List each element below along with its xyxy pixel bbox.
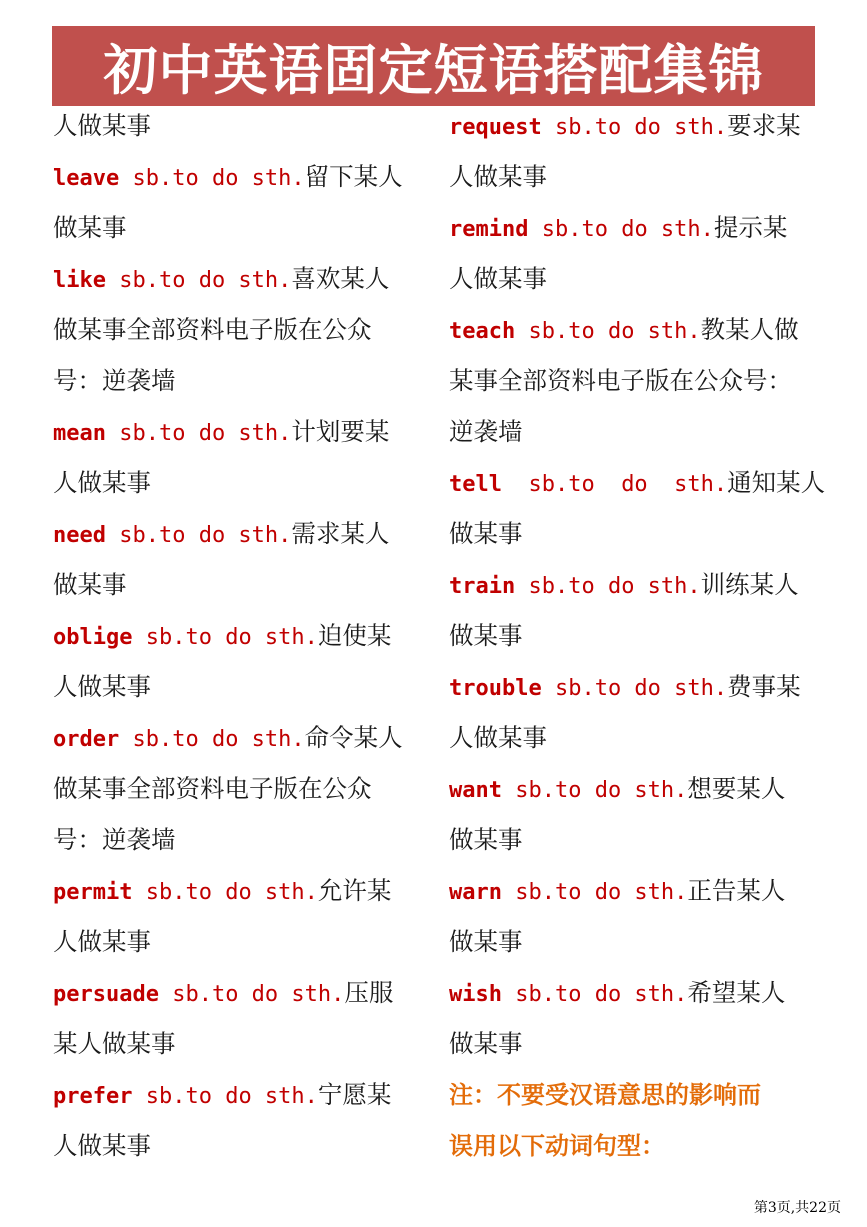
list-line: [53, 763, 423, 814]
list-line: [53, 661, 423, 712]
phrase-rest: sb.to do sth.: [158, 982, 345, 1007]
meaning: 要求某: [727, 111, 801, 140]
meaning: 某事全部资料电子版在公众号：: [449, 366, 792, 395]
phrase: [53, 166, 305, 191]
note-text: 误用以下动词句型：: [449, 1132, 665, 1160]
phrase: [449, 676, 727, 701]
list-line: [53, 202, 423, 253]
verb: need: [53, 523, 106, 548]
meaning: 宁愿某: [317, 1080, 392, 1109]
list-line: [449, 712, 829, 763]
page-number: 第3页,共22页: [753, 1200, 841, 1216]
phrase: [449, 319, 701, 344]
meaning: 训练某人: [700, 570, 799, 599]
list-line: [449, 559, 829, 610]
phrase-rest: sb.to do sth.: [528, 217, 714, 242]
verb: wish: [449, 982, 502, 1007]
meaning: 人做某事: [449, 723, 547, 752]
phrase: [53, 727, 305, 752]
verb: permit: [53, 880, 133, 905]
verb: oblige: [53, 625, 133, 650]
meaning: 通知某人: [727, 468, 826, 497]
verb: mean: [53, 421, 106, 446]
verb: trouble: [449, 676, 542, 701]
meaning: 人做某事: [449, 264, 547, 293]
list-line: [53, 253, 423, 304]
list-line: [53, 610, 423, 661]
verb: want: [449, 778, 502, 803]
phrase: [449, 778, 687, 803]
phrase: [449, 574, 701, 599]
list-line: [53, 1069, 423, 1120]
list-line: [53, 406, 423, 457]
list-line: [449, 508, 829, 559]
list-line: [53, 151, 423, 202]
phrase: [53, 268, 291, 293]
phrase: [53, 625, 318, 650]
meaning: 做某事全部资料电子版在公众: [53, 774, 372, 803]
phrase: [53, 1084, 318, 1109]
meaning: 正告某人: [687, 876, 786, 905]
meaning: 做某事: [449, 519, 523, 548]
note-line: [449, 1120, 829, 1171]
list-line: [53, 457, 423, 508]
meaning: 做某事全部资料电子版在公众: [53, 315, 372, 344]
meaning: 某人做某事: [53, 1029, 176, 1058]
phrase-rest: sb.to do sth.: [515, 319, 701, 344]
list-line: [53, 916, 423, 967]
meaning: 人做某事: [449, 162, 547, 191]
verb: request: [449, 115, 542, 140]
meaning: 逆袭墙: [449, 417, 523, 446]
meaning: 做某事: [449, 927, 523, 956]
left-column: [53, 100, 423, 1171]
phrase-rest: sb.to do sth.: [132, 880, 318, 905]
list-line: [449, 253, 829, 304]
phrase-rest: sb.to do sth.: [105, 268, 292, 293]
list-line: [53, 712, 423, 763]
meaning: 做某事: [449, 825, 523, 854]
phrase-rest: sb.to do sth.: [119, 166, 305, 191]
list-line: [53, 1120, 423, 1171]
phrase-rest: sb.to do sth.: [501, 778, 688, 803]
title-banner: [52, 26, 815, 106]
meaning: 计划要某: [291, 417, 390, 446]
list-line: [53, 100, 423, 151]
list-line: [53, 508, 423, 559]
verb: leave: [53, 166, 120, 191]
meaning: 做某事: [449, 1029, 523, 1058]
phrase-rest: sb.to do sth.: [105, 421, 292, 446]
list-line: [449, 916, 829, 967]
phrase: [53, 421, 291, 446]
list-line: [449, 610, 829, 661]
meaning: 人做某事: [53, 672, 151, 701]
phrase: [449, 217, 714, 242]
phrase-rest: sb.to do sth.: [515, 574, 701, 599]
list-line: [449, 100, 829, 151]
meaning: 喜欢某人: [291, 264, 390, 293]
verb: teach: [449, 319, 516, 344]
page-title: 初中英语固定短语搭配集锦: [103, 38, 764, 102]
meaning: 人做某事: [53, 468, 151, 497]
list-line: [53, 355, 423, 406]
meaning: 号：逆袭墙: [53, 366, 176, 395]
list-line: [53, 814, 423, 865]
meaning: 压服: [344, 978, 394, 1007]
meaning: 提示某: [713, 213, 788, 242]
phrase-rest: sb.to do sth.: [541, 115, 728, 140]
list-line: [449, 151, 829, 202]
meaning: 留下某人: [304, 162, 403, 191]
phrase: [449, 982, 687, 1007]
meaning: 希望某人: [687, 978, 786, 1007]
list-line: [449, 865, 829, 916]
note-text: 注：不要受汉语意思的影响而: [449, 1081, 761, 1109]
list-line: [53, 1018, 423, 1069]
meaning: 教某人做: [700, 315, 799, 344]
note-line: [449, 1069, 829, 1120]
phrase-rest: sb.to do sth.: [132, 625, 318, 650]
phrase: [449, 472, 727, 497]
verb: remind: [449, 217, 529, 242]
phrase-rest: sb.to do sth.: [105, 523, 292, 548]
phrase: [53, 523, 291, 548]
verb: train: [449, 574, 516, 599]
phrase-rest: sb.to do sth.: [541, 676, 728, 701]
meaning: 人做某事: [53, 1131, 151, 1160]
verb: prefer: [53, 1084, 133, 1109]
meaning: 做某事: [53, 213, 127, 242]
meaning: 人做某事: [53, 111, 151, 140]
list-line: [449, 661, 829, 712]
list-line: [53, 559, 423, 610]
phrase: [449, 880, 687, 905]
verb: order: [53, 727, 120, 752]
meaning: 做某事: [449, 621, 523, 650]
meaning: 允许某: [317, 876, 392, 905]
phrase-rest: sb.to do sth.: [501, 880, 688, 905]
phrase: [53, 982, 344, 1007]
list-line: [449, 763, 829, 814]
verb: persuade: [53, 982, 159, 1007]
right-column: [449, 100, 829, 1171]
list-line: [449, 457, 829, 508]
meaning: 号：逆袭墙: [53, 825, 176, 854]
meaning: 命令某人: [304, 723, 403, 752]
phrase-rest: sb.to do sth.: [501, 982, 688, 1007]
phrase-rest: sb.to do sth.: [119, 727, 305, 752]
verb: like: [53, 268, 106, 293]
list-line: [449, 202, 829, 253]
list-line: [449, 967, 829, 1018]
list-line: [449, 304, 829, 355]
meaning: 想要某人: [687, 774, 786, 803]
list-line: [53, 967, 423, 1018]
list-line: [449, 406, 829, 457]
verb: warn: [449, 880, 502, 905]
meaning: 人做某事: [53, 927, 151, 956]
meaning: 做某事: [53, 570, 127, 599]
phrase: [53, 880, 318, 905]
phrase-rest: sb.to do sth.: [501, 472, 728, 497]
list-line: [449, 814, 829, 865]
meaning: 需求某人: [291, 519, 390, 548]
meaning: 费事某: [727, 672, 801, 701]
verb: tell: [449, 472, 502, 497]
list-line: [449, 355, 829, 406]
list-line: [53, 304, 423, 355]
list-line: [449, 1018, 829, 1069]
phrase-rest: sb.to do sth.: [132, 1084, 318, 1109]
phrase: [449, 115, 727, 140]
list-line: [53, 865, 423, 916]
meaning: 迫使某: [317, 621, 392, 650]
